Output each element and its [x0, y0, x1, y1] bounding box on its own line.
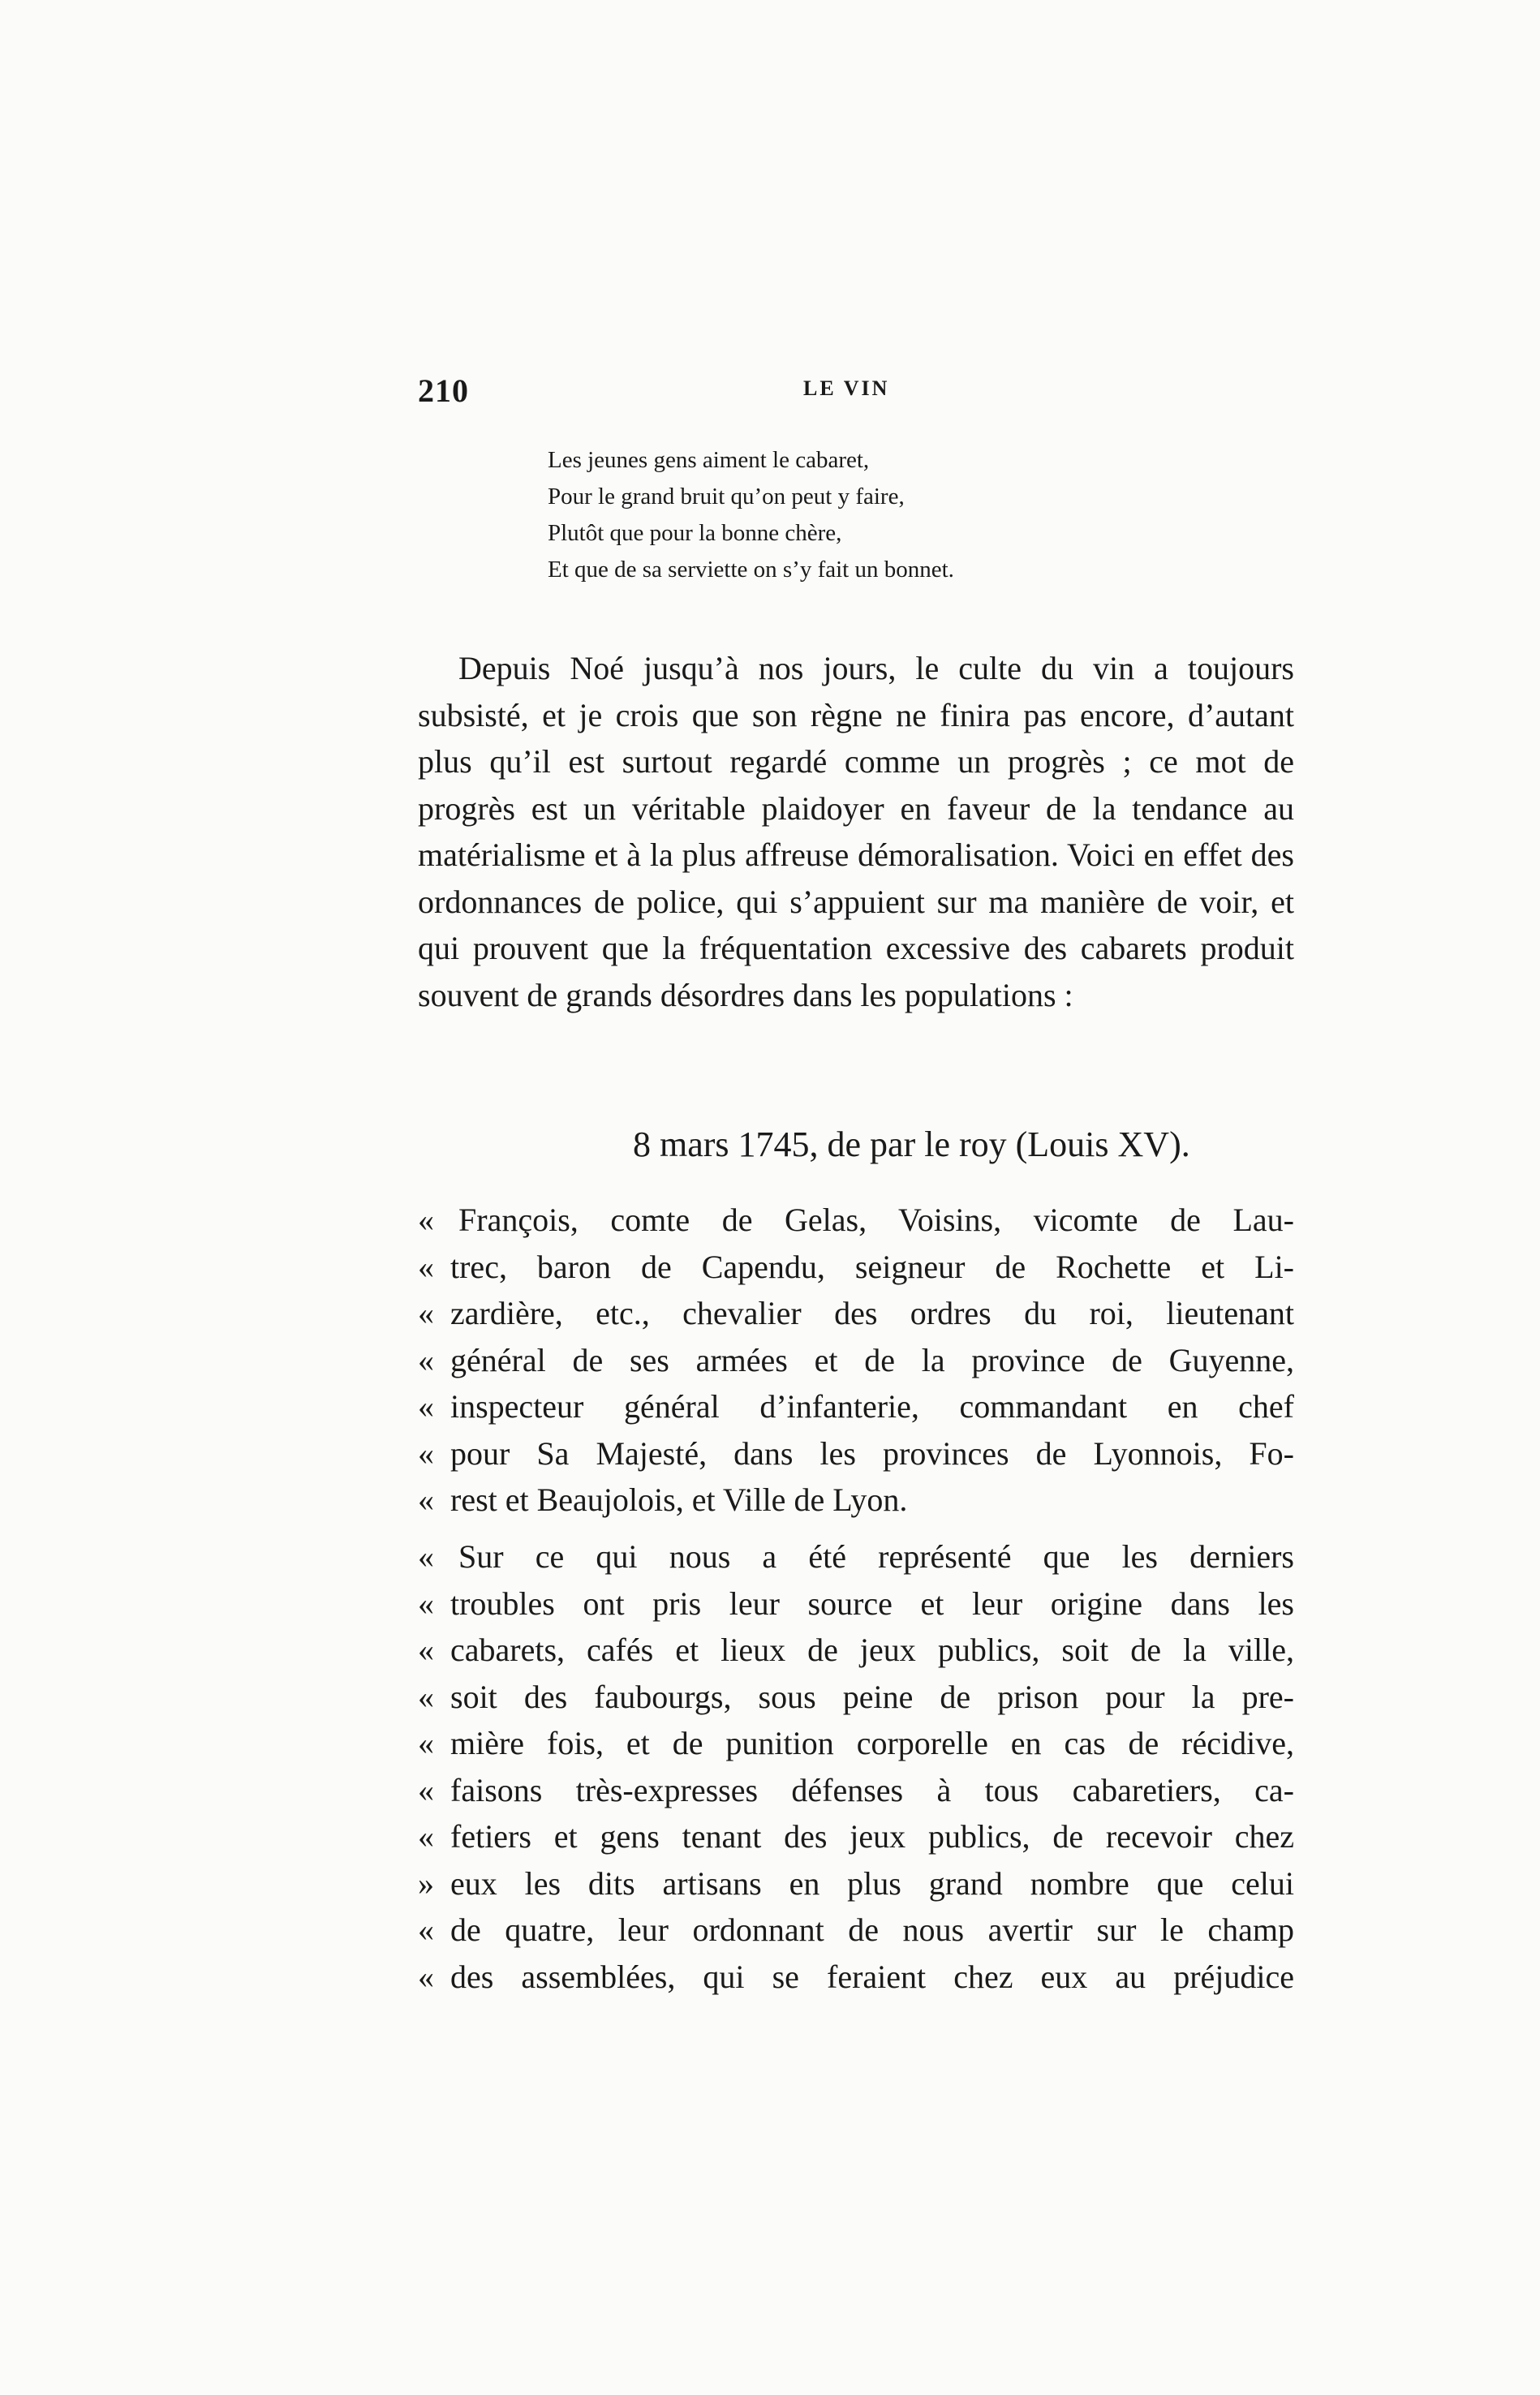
quote-line-text: général de ses armées et de la province de Guyenne,	[450, 1341, 1294, 1378]
quote-line	[418, 1767, 1294, 1814]
quote-line-text: soit des faubourgs, sous peine de prison pour la pre-	[450, 1678, 1294, 1715]
quote-mark: «	[418, 1678, 434, 1715]
quote-line	[418, 1290, 1294, 1337]
verse-line: Les jeunes gens aiment le cabaret,	[548, 447, 870, 473]
quote-line	[418, 1954, 1294, 2001]
quote-line-text: faisons très-expresses défenses à tous cabaretiers, ca-	[450, 1771, 1294, 1808]
page-number: 210	[418, 372, 469, 409]
quote-line	[418, 1197, 1294, 1244]
quote-mark: «	[418, 1341, 434, 1378]
quote-line-text: fetiers et gens tenant des jeux publics, de recevoir chez	[450, 1818, 1294, 1855]
quote-line-text: François, comte de Gelas, Voisins, vicomte de Lau-	[458, 1202, 1294, 1238]
quote-mark: «	[418, 1725, 434, 1761]
page-header	[418, 372, 1294, 420]
quote-line	[418, 1383, 1294, 1430]
verse-line: Plutôt que pour la bonne chère,	[548, 520, 842, 546]
quote-mark: «	[418, 1771, 434, 1808]
quote-line-text: de quatre, leur ordonnant de nous avertir sur le champ	[450, 1911, 1294, 1948]
quote-line-text: Sur ce qui nous a été représenté que les derniers	[458, 1538, 1294, 1575]
quote-line	[418, 1720, 1294, 1767]
quote-block-decree-heading	[418, 1197, 1294, 1524]
verse-epigraph	[548, 442, 954, 588]
running-head: LE VIN	[803, 376, 890, 400]
quote-line-text: mière fois, et de punition corporelle en cas de récidive,	[450, 1725, 1294, 1761]
quote-line-text: eux les dits artisans en plus grand nombre que celui	[450, 1864, 1294, 1902]
verse-line: Et que de sa serviette on s’y fait un bonnet.	[548, 557, 954, 583]
quote-mark: »	[418, 1864, 434, 1902]
quote-mark: «	[418, 1481, 434, 1518]
quote-mark: «	[418, 1538, 434, 1575]
quote-line	[418, 1533, 1294, 1580]
quote-line	[418, 1430, 1294, 1477]
verse-line: Pour le grand bruit qu’on peut y faire,	[548, 484, 905, 510]
quote-block-decree-body	[418, 1533, 1294, 2000]
quote-line	[418, 1627, 1294, 1674]
quote-line	[418, 1244, 1294, 1291]
quote-line-text: troubles ont pris leur source et leur origine dans les	[450, 1584, 1294, 1622]
quote-line-text: pour Sa Majesté, dans les provinces de Lyonnois, Fo-	[450, 1434, 1294, 1472]
quote-line	[418, 1907, 1294, 1954]
quote-line	[418, 1580, 1294, 1627]
quote-mark: «	[418, 1958, 434, 1995]
body-paragraph: Depuis Noé jusqu’à nos jours, le culte du vin a toujours subsisté, et je crois que son règne ne finira pas encore, d’autant plus qu’il est surtout regardé comme un progrès ; ce mot de progrès est un véritable plaidoyer en faveur de la tendance au matérialisme et à la plus affreuse démoralisation. Voici en effet des ordonnances de police, qui s’appuient sur ma manière de voir, et qui prouvent que la fréquentation excessive des cabarets produit souvent de grands désordres dans les populations :	[418, 650, 1294, 1013]
quote-mark: «	[418, 1911, 434, 1948]
quote-line-text: trec, baron de Capendu, seigneur de Rochette et Li-	[450, 1248, 1294, 1285]
quote-mark: «	[418, 1388, 434, 1425]
quote-line-text: des assemblées, qui se feraient chez eux au préjudice	[450, 1958, 1294, 1995]
quote-line	[418, 1337, 1294, 1384]
quote-mark: «	[418, 1202, 434, 1238]
quote-line-text: rest et Beaujolois, et Ville de Lyon.	[450, 1481, 908, 1518]
quote-line	[418, 1674, 1294, 1721]
quote-mark: «	[418, 1248, 434, 1285]
quote-line-text: inspecteur général d’infanterie, commandant en chef	[450, 1388, 1294, 1425]
quote-mark: «	[418, 1434, 434, 1472]
quote-mark: «	[418, 1584, 434, 1622]
quote-line	[418, 1477, 1294, 1524]
quote-mark: «	[418, 1818, 434, 1855]
quote-line-text: cabarets, cafés et lieux de jeux publics, soit de la ville,	[450, 1632, 1294, 1668]
quote-mark: «	[418, 1632, 434, 1668]
quote-line-text: zardière, etc., chevalier des ordres du roi, lieutenant	[450, 1295, 1294, 1331]
quote-mark: «	[418, 1295, 434, 1331]
dateline: 8 mars 1745, de par le roy (Louis XV).	[633, 1124, 1190, 1164]
quote-line	[418, 1860, 1294, 1907]
quote-line	[418, 1813, 1294, 1860]
